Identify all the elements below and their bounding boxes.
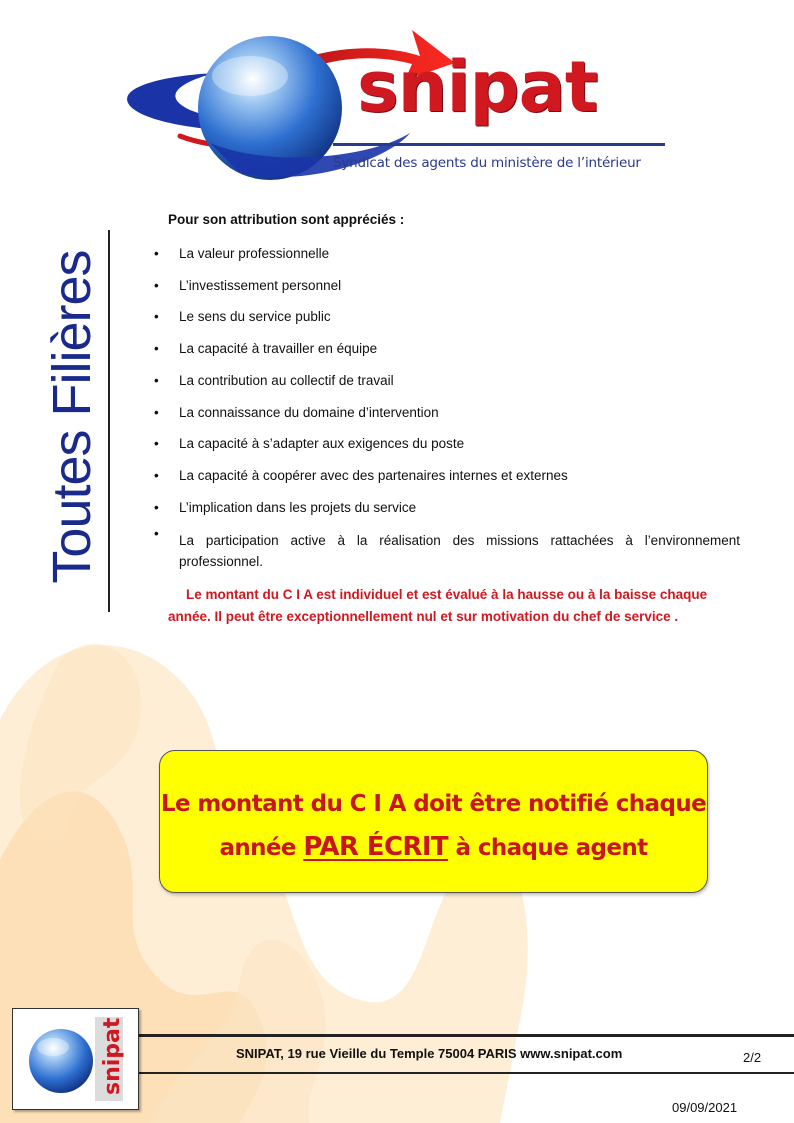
sidebar-title: Toutes Filières [42,250,102,584]
list-item: • La capacité à travailler en équipe [150,333,740,365]
list-item: • Le sens du service public [150,301,740,333]
sidebar-divider [108,230,110,612]
callout-emphasis: PAR ÉCRIT [303,832,449,862]
list-item: • La participation active à la réalisation des missions rattachées à l’environnement professionnel. [150,523,740,572]
cia-note-line1: Le montant du C I A est individuel et est évalué à la hausse ou à la baisse chaque [186,587,708,602]
list-item: • La valeur professionnelle [150,238,740,270]
list-item: • L’implication dans les projets du service [150,492,740,524]
page-number: 2/2 [743,1050,762,1065]
criteria-intro: Pour son attribution sont appréciés : [168,212,405,227]
list-item: • La connaissance du domaine d’intervention [150,397,740,429]
footer-address: SNIPAT, 19 rue Vieille du Temple 75004 PARIS www.snipat.com [236,1046,623,1061]
callout-line1: Le montant du C I A doit être notifié chaque [160,791,707,817]
document-date: 09/09/2021 [672,1100,738,1115]
list-item: • La capacité à s’adapter aux exigences du poste [150,428,740,460]
callout-pre: année [219,835,296,861]
list-item: • La capacité à coopérer avec des partenaires internes et externes [150,460,740,492]
sidebar-title-wrap [42,232,102,602]
footer-globe-icon [13,1009,138,1109]
callout-text [160,783,707,870]
notification-callout [159,750,708,893]
list-item: • La contribution au collectif de travail [150,365,740,397]
footer-logo-text: snipat [100,1017,125,1095]
brand-tagline: Syndicat des agents du ministère de l’intérieur [333,155,641,171]
cia-note-line2: année. Il peut être exceptionnellement nul et sur motivation du chef de service . [168,608,679,624]
callout-post: à chaque agent [455,835,648,861]
criteria-list [150,238,740,572]
brand-name: snipat [357,46,598,128]
list-item: • L’investissement personnel [150,270,740,302]
footer-logo [12,1008,139,1110]
callout-line2 [160,826,707,870]
cia-note [168,584,738,627]
